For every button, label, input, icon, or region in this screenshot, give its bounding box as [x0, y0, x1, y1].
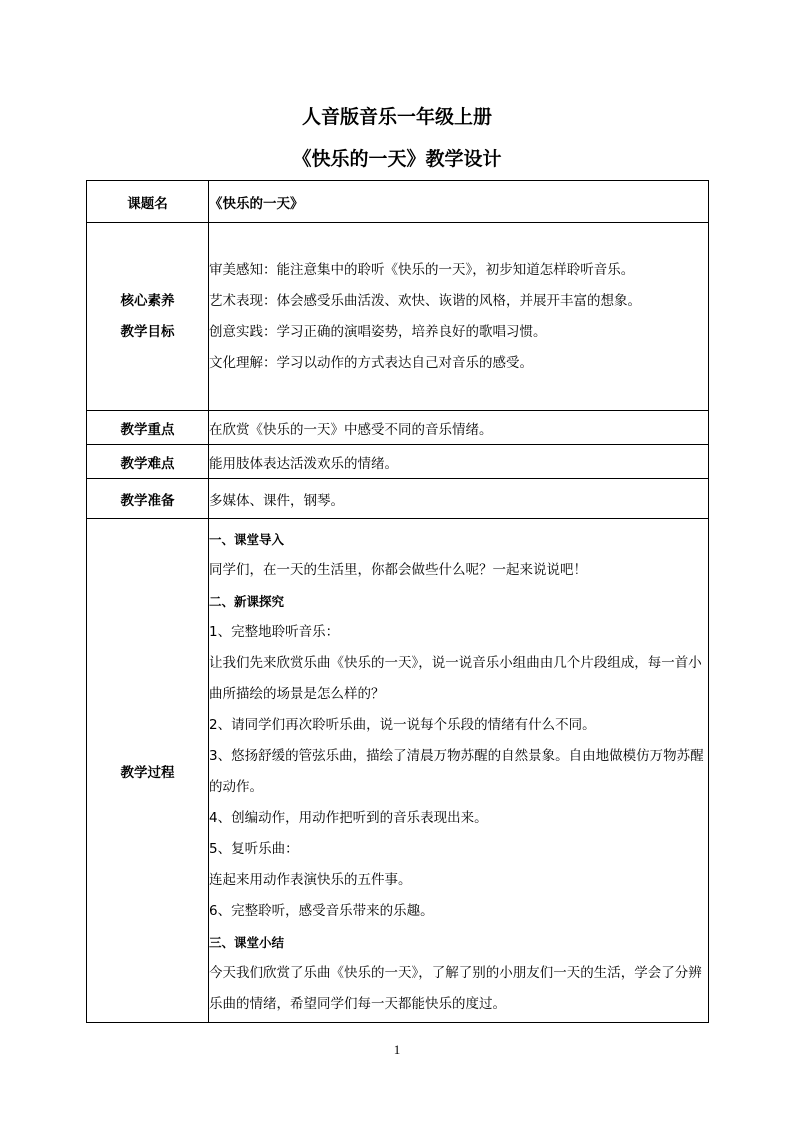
- content-text: 在欣赏《快乐的一天》中感受不同的音乐情绪。: [209, 421, 493, 438]
- process-text: 同学们，在一天的生活里，你都会做些什么呢？一起来说说吧！: [209, 561, 587, 578]
- row-label-objectives: [87, 223, 209, 411]
- label-line: 教学目标: [120, 323, 175, 340]
- process-step: 1、完整地聆听音乐：: [209, 623, 340, 640]
- content-text: 多媒体、课件，钢琴。: [209, 492, 344, 509]
- objective-aesthetic: 审美感知：能注意集中的聆听《快乐的一天》，初步知道怎样聆听音乐。: [209, 261, 635, 278]
- process-step: 5、复听乐曲：: [209, 840, 299, 857]
- document-title-line1: 人音版音乐一年级上册: [301, 106, 492, 128]
- process-step: 3、悠扬舒缓的管弦乐曲，描绘了清晨万物苏醒的自然景象。自由地做模仿万物苏醒的动作。: [209, 747, 704, 795]
- row-content-difficulties: [209, 445, 709, 479]
- table-row-topic: [87, 181, 709, 223]
- lesson-plan-table: [86, 180, 709, 1023]
- table-row-objectives: [87, 223, 709, 411]
- row-label-preparation: [87, 479, 209, 519]
- table-row-key-points: [87, 411, 709, 445]
- label-text: 教学准备: [120, 492, 175, 509]
- row-label-difficulties: [87, 445, 209, 479]
- row-label-key-points: [87, 411, 209, 445]
- process-text: 让我们先来欣赏乐曲《快乐的一天》，说一说音乐小组曲由几个片段组成，每一首小曲所描绘的场景是怎么样的？: [209, 654, 702, 702]
- row-content-process: [209, 519, 709, 1023]
- section-heading-intro: 一、课堂导入: [209, 531, 285, 547]
- content-text: 能用肢体表达活泼欢乐的情绪。: [209, 455, 398, 472]
- row-content-objectives: [209, 223, 709, 411]
- objective-creative: 创意实践：学习正确的演唱姿势，培养良好的歌唱习惯。: [209, 323, 547, 340]
- label-text: 教学难点: [120, 455, 175, 472]
- section-heading-explore: 二、新课探究: [209, 593, 285, 609]
- section-heading-summary: 三、课堂小结: [209, 934, 285, 950]
- document-title-line2: 《快乐的一天》教学设计: [292, 148, 502, 170]
- row-label-topic: [87, 181, 209, 223]
- process-text: 今天我们欣赏了乐曲《快乐的一天》，了解了别的小朋友们一天的生活，学会了分辨乐曲的情绪，希望同学们每一天都能快乐的度过。: [209, 964, 702, 1012]
- process-step: 4、创编动作，用动作把听到的音乐表现出来。: [209, 809, 488, 826]
- row-content-preparation: [209, 479, 709, 519]
- process-text: 连起来用动作表演快乐的五件事。: [209, 871, 412, 888]
- table-row-difficulties: [87, 445, 709, 479]
- topic-text: 《快乐的一天》: [209, 195, 304, 212]
- row-label-process: [87, 519, 209, 1023]
- table-row-preparation: [87, 479, 709, 519]
- row-content-topic: [209, 181, 709, 223]
- objective-expression: 艺术表现：体会感受乐曲活泼、欢快、诙谐的风格，并展开丰富的想象。: [209, 292, 641, 309]
- label-text: 课题名: [127, 195, 168, 212]
- process-step: 6、完整聆听，感受音乐带来的乐趣。: [209, 902, 434, 919]
- process-step: 2、请同学们再次聆听乐曲，说一说每个乐段的情绪有什么不同。: [209, 716, 596, 733]
- label-text: 教学过程: [120, 764, 175, 781]
- page-number: 1: [393, 1042, 401, 1057]
- row-content-key-points: [209, 411, 709, 445]
- label-line: 核心素养: [120, 292, 175, 309]
- objective-culture: 文化理解：学习以动作的方式表达自己对音乐的感受。: [209, 354, 533, 371]
- label-text: 教学重点: [120, 421, 175, 438]
- table-row-process: [87, 519, 709, 1023]
